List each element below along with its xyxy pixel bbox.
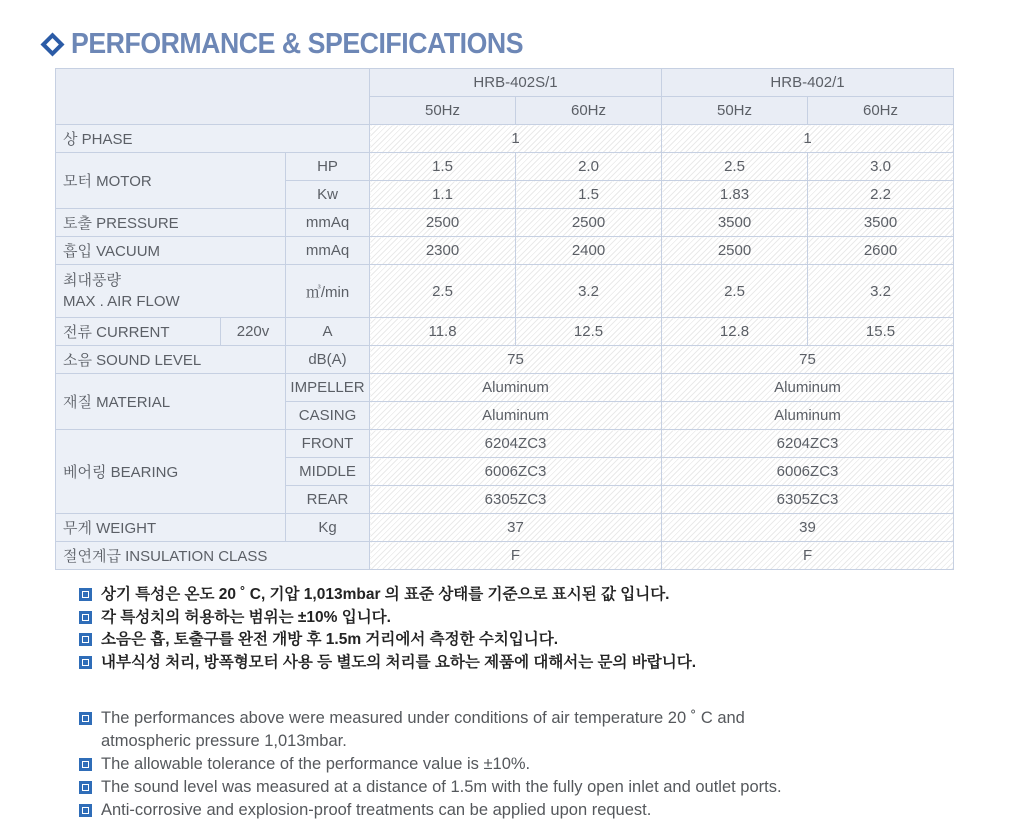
value-cell: Aluminum xyxy=(662,374,954,402)
value-cell: 3500 xyxy=(808,209,954,237)
row-label: 무게 WEIGHT xyxy=(56,514,286,542)
note-item xyxy=(79,753,784,776)
note-text: 내부식성 처리, 방폭형모터 사용 등 별도의 처리를 요하는 제품에 대해서는 문의 바랍니다. xyxy=(101,653,697,671)
row-label-en: MAX . AIR FLOW xyxy=(63,293,180,310)
square-bullet-icon xyxy=(79,588,92,601)
freq-header: 50Hz xyxy=(370,97,516,125)
value-cell: 2500 xyxy=(370,209,516,237)
page-title xyxy=(38,28,562,61)
model-header: HRB-402S/1 xyxy=(370,69,662,97)
unit-cell: MIDDLE xyxy=(286,458,370,486)
value-cell: 2400 xyxy=(516,237,662,265)
unit-cell: Kw xyxy=(286,181,370,209)
square-bullet-icon xyxy=(79,712,92,725)
freq-header: 50Hz xyxy=(662,97,808,125)
row-phase xyxy=(56,125,954,153)
row-weight xyxy=(56,514,954,542)
square-bullet-icon xyxy=(79,611,92,624)
note-text: The performances above were measured under conditions of air temperature 20 ˚ C and atmospheric pressure 1,013mbar. xyxy=(101,709,745,750)
square-bullet-icon xyxy=(79,804,92,817)
row-insulation xyxy=(56,542,954,570)
unit-cell: FRONT xyxy=(286,430,370,458)
value-cell: F xyxy=(370,542,662,570)
unit-cell: dB(A) xyxy=(286,346,370,374)
note-item xyxy=(79,776,784,799)
row-current xyxy=(56,318,954,346)
row-label: 모터 MOTOR xyxy=(56,153,286,209)
value-cell: 3.2 xyxy=(516,265,662,318)
page-title-text: PERFORMANCE & SPECIFICATIONS xyxy=(71,28,524,60)
unit-cell: Kg xyxy=(286,514,370,542)
value-cell: 2600 xyxy=(808,237,954,265)
value-cell: 3.2 xyxy=(808,265,954,318)
square-bullet-icon xyxy=(79,656,92,669)
note-item xyxy=(79,799,784,822)
value-cell: 1 xyxy=(662,125,954,153)
row-sound xyxy=(56,346,954,374)
spec-table xyxy=(55,68,954,570)
unit-cell: mmAq xyxy=(286,209,370,237)
value-cell: 75 xyxy=(662,346,954,374)
value-cell: 3500 xyxy=(662,209,808,237)
freq-header: 60Hz xyxy=(808,97,954,125)
value-cell: 2500 xyxy=(516,209,662,237)
row-material-impeller xyxy=(56,374,954,402)
value-cell: 37 xyxy=(370,514,662,542)
row-label-ko: 최대풍량 xyxy=(63,272,121,289)
row-pressure xyxy=(56,209,954,237)
value-cell: 6204ZC3 xyxy=(662,430,954,458)
row-label: 절연계급 INSULATION CLASS xyxy=(56,542,370,570)
value-cell: 3.0 xyxy=(808,153,954,181)
value-cell: Aluminum xyxy=(662,402,954,430)
model-header: HRB-402/1 xyxy=(662,69,954,97)
value-cell: 39 xyxy=(662,514,954,542)
value-cell: Aluminum xyxy=(370,402,662,430)
note-text: 각 특성치의 허용하는 범위는 ±10% 입니다. xyxy=(101,608,391,626)
row-label xyxy=(56,265,286,318)
row-motor-hp xyxy=(56,153,954,181)
value-cell: 12.5 xyxy=(516,318,662,346)
square-bullet-icon xyxy=(79,781,92,794)
header-row-models xyxy=(56,69,954,97)
corner-cell xyxy=(56,69,370,125)
row-label: 소음 SOUND LEVEL xyxy=(56,346,286,374)
row-label: 전류 CURRENT xyxy=(56,318,221,346)
unit-cell: HP xyxy=(286,153,370,181)
notes-korean xyxy=(79,584,879,674)
value-cell: 2.2 xyxy=(808,181,954,209)
value-cell: 75 xyxy=(370,346,662,374)
unit-cell: CASING xyxy=(286,402,370,430)
value-cell: 6006ZC3 xyxy=(662,458,954,486)
notes-english xyxy=(79,707,784,822)
value-cell: 12.8 xyxy=(662,318,808,346)
note-item xyxy=(79,652,879,675)
value-cell: 1 xyxy=(370,125,662,153)
value-cell: 1.83 xyxy=(662,181,808,209)
freq-header: 60Hz xyxy=(516,97,662,125)
value-cell: 2500 xyxy=(662,237,808,265)
note-item xyxy=(79,584,879,607)
note-text: The allowable tolerance of the performance value is ±10%. xyxy=(101,755,531,773)
value-cell: F xyxy=(662,542,954,570)
row-label: 재질 MATERIAL xyxy=(56,374,286,430)
value-cell: 2.5 xyxy=(662,153,808,181)
row-vacuum xyxy=(56,237,954,265)
row-label: 상 PHASE xyxy=(56,125,370,153)
note-item xyxy=(79,607,879,630)
note-text: The sound level was measured at a distance of 1.5m with the fully open inlet and outlet ports. xyxy=(101,778,782,796)
value-cell: 2.0 xyxy=(516,153,662,181)
diamond-icon xyxy=(40,32,64,56)
unit-cell: REAR xyxy=(286,486,370,514)
value-cell: Aluminum xyxy=(370,374,662,402)
value-cell: 6305ZC3 xyxy=(662,486,954,514)
unit-cell: IMPELLER xyxy=(286,374,370,402)
voltage-cell: 220v xyxy=(221,318,286,346)
value-cell: 6006ZC3 xyxy=(370,458,662,486)
value-cell: 11.8 xyxy=(370,318,516,346)
value-cell: 1.5 xyxy=(516,181,662,209)
square-bullet-icon xyxy=(79,633,92,646)
row-label: 흡입 VACUUM xyxy=(56,237,286,265)
note-item xyxy=(79,707,784,753)
row-bearing-front xyxy=(56,430,954,458)
value-cell: 2.5 xyxy=(370,265,516,318)
square-bullet-icon xyxy=(79,758,92,771)
row-label: 베어링 BEARING xyxy=(56,430,286,514)
note-text: Anti-corrosive and explosion-proof treatments can be applied upon request. xyxy=(101,801,652,819)
value-cell: 1.1 xyxy=(370,181,516,209)
unit-cell: mmAq xyxy=(286,237,370,265)
value-cell: 6305ZC3 xyxy=(370,486,662,514)
value-cell: 1.5 xyxy=(370,153,516,181)
note-text: 소음은 흡, 토출구를 완전 개방 후 1.5m 거리에서 측정한 수치입니다. xyxy=(101,631,559,649)
row-airflow xyxy=(56,265,954,318)
unit-cell: ㎥/min xyxy=(286,265,370,318)
value-cell: 15.5 xyxy=(808,318,954,346)
note-item xyxy=(79,629,879,652)
value-cell: 6204ZC3 xyxy=(370,430,662,458)
note-text: 상기 특성은 온도 20 ˚ C, 기압 1,013mbar 의 표준 상태를 기준으로 표시된 값 입니다. xyxy=(101,586,670,603)
unit-cell: A xyxy=(286,318,370,346)
row-label: 토출 PRESSURE xyxy=(56,209,286,237)
value-cell: 2300 xyxy=(370,237,516,265)
value-cell: 2.5 xyxy=(662,265,808,318)
